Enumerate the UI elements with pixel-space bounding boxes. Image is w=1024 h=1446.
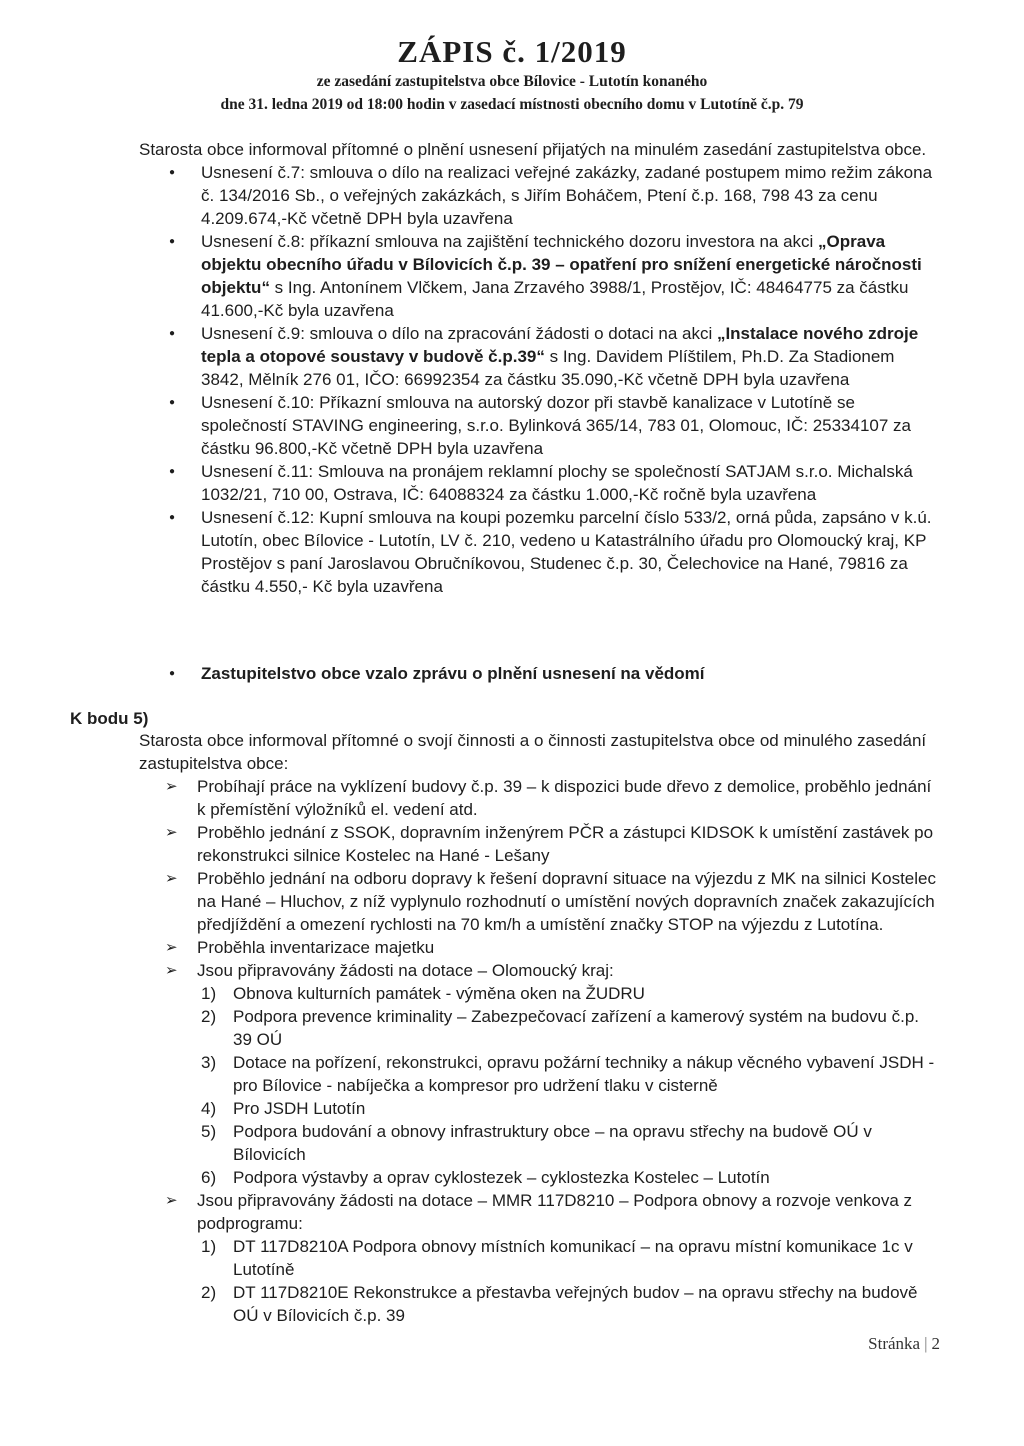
grant-item: 5) Podpora budování a obnovy infrastruktury obce – na opravu střechy na budově OÚ v Bílovicích xyxy=(201,1122,872,1164)
resolution-item: ● Usnesení č.9: smlouva o dílo na zpracování žádosti o dotaci na akci „Instalace nového zdroje tepla a otopové soustavy v budově č.p.39“ s Ing. Davidem Plíštilem, Ph.D. Za Stadionem 3842, Mělník 276 01, IČO: 66992354 za částku 35.090,-Kč včetně DPH byla uzavřena xyxy=(139,322,939,391)
activity-item: ➢ Proběhla inventarizace majetku xyxy=(139,936,939,959)
grant-item: 1) DT 117D8210A Podpora obnovy místních komunikací – na opravu místní komunikace 1c v Lutotíně xyxy=(201,1237,913,1279)
olomouc-grants-list xyxy=(197,982,939,1189)
mayor-report xyxy=(139,729,939,1327)
footer-separator: | xyxy=(924,1334,928,1353)
activity-item xyxy=(139,1189,939,1327)
grant-item: 2) DT 117D8210E Rekonstrukce a přestavba veřejných budov – na opravu střechy na budově OÚ v Bílovicích č.p. 39 xyxy=(201,1283,918,1325)
mmr-grants-heading: Jsou připravovány žádosti na dotace – MMR 117D8210 – Podpora obnovy a rozvoje venkova z podprogramu: xyxy=(197,1191,913,1233)
activity-item xyxy=(139,959,939,1189)
page-label: Stránka xyxy=(868,1334,921,1353)
activity-item: ➢ Probíhají práce na vyklízení budovy č.p. 39 – k dispozici bude dřevo z demolice, proběhlo jednání k přemístění výložníků el. vedení atd. xyxy=(139,775,939,821)
activity-list xyxy=(139,775,939,1327)
grant-item: 1) Obnova kulturních památek - výměna oken na ŽUDRU xyxy=(201,984,645,1003)
section-heading: K bodu 5) xyxy=(70,709,149,728)
resolution-item: ● Usnesení č.8: příkazní smlouva na zajištění technického dozoru investora na akci „Oprava objektu obecního úřadu v Bílovicích č.p. 39 – opatření pro snížení energetické náročnosti objektu“ s Ing. Antonínem Vlčkem, Jana Zrzavého 3988/1, Prostějov, IČ: 48464775 za částku 41.600,-Kč byla uzavřena xyxy=(139,230,939,322)
olomouc-grants-heading: Jsou připravovány žádosti na dotace – Olomoucký kraj: xyxy=(197,961,614,980)
resolutions-intro: Starosta obce informoval přítomné o plnění usnesení přijatých na minulém zasedání zastupitelstva obce. xyxy=(139,140,927,159)
resolution-item: ● Usnesení č.12: Kupní smlouva na koupi pozemku parcelní číslo 533/2, orná půda, zapsáno v k.ú. Lutotín, obec Bílovice - Lutotín, LV č. 210, vedeno u Katastrálního úřadu pro Olomoucký kraj, KP Prostějov s paní Jaroslavou Obručníkovou, Studenec č.p. 30, Čelechovice na Hané, 79816 za částku 4.550,- Kč byla uzavřena xyxy=(139,506,939,598)
page-number: 2 xyxy=(931,1334,940,1353)
activity-item: ➢ Proběhlo jednání na odboru dopravy k řešení dopravní situace na výjezdu z MK na silnici Kostelec na Hané – Hluchov, z níž vyplynulo rozhodnutí o umístění nových dopravních značek zakazujících předjíždění a omezení rychlosti na 70 km/h a umístění značky STOP na výjezdu z Lutotína. xyxy=(139,867,939,936)
resolution-item: ● Usnesení č.10: Příkazní smlouva na autorský dozor při stavbě kanalizace v Lutotíně se společností STAVING engineering, s.r.o. Bylinková 365/14, 783 01, Olomouc, IČ: 25334107 za částku 96.800,-Kč včetně DPH byla uzavřena xyxy=(139,391,939,460)
mayor-report-intro: Starosta obce informoval přítomné o svojí činnosti a o činnosti zastupitelstva obce od minulého zasedání zastupitelstva obce: xyxy=(139,731,927,773)
page-footer xyxy=(868,1334,940,1354)
meeting-date-line: dne 31. ledna 2019 od 18:00 hodin v zasedací místnosti obecního domu v Lutotíně č.p. 79 xyxy=(220,96,804,113)
activity-item: ➢ Proběhlo jednání z SSOK, dopravním inženýrem PČR a zástupci KIDSOK k umístění zastávek po rekonstrukci silnice Kostelec na Hané - Lešany xyxy=(139,821,939,867)
document-subtitle: ze zasedání zastupitelstva obce Bílovice - Lutotín konaného xyxy=(316,73,708,90)
resolutions-conclusion: ● Zastupitelstvo obce vzalo zprávu o plnění usnesení na vědomí xyxy=(139,662,939,685)
mmr-grants-list xyxy=(197,1235,939,1327)
resolutions-report xyxy=(139,138,939,598)
resolution-list xyxy=(139,161,939,598)
grant-item: 4) Pro JSDH Lutotín xyxy=(201,1099,366,1118)
document-title: ZÁPIS č. 1/2019 xyxy=(397,34,627,69)
grant-item: 6) Podpora výstavby a oprav cyklostezek – cyklostezka Kostelec – Lutotín xyxy=(201,1168,770,1187)
grant-item: 3) Dotace na pořízení, rekonstrukci, opravu požární techniky a nákup věcného vybavení JSDH - pro Bílovice - nabíječka a kompresor pro udržení tlaku v cisterně xyxy=(201,1053,935,1095)
resolution-item: ● Usnesení č.7: smlouva o dílo na realizaci veřejné zakázky, zadané postupem mimo režim zákona č. 134/2016 Sb., o veřejných zakázkách, s Jiřím Boháčem, Ptení č.p. 168, 798 43 za cenu 4.209.674,-Kč včetně DPH byla uzavřena xyxy=(139,161,939,230)
resolutions-conclusion-block xyxy=(139,662,939,685)
grant-item: 2) Podpora prevence kriminality – Zabezpečovací zařízení a kamerový systém na budovu č.p. 39 OÚ xyxy=(201,1007,920,1049)
resolution-item: ● Usnesení č.11: Smlouva na pronájem reklamní plochy se společností SATJAM s.r.o. Michalská 1032/21, 710 00, Ostrava, IČ: 64088324 za částku 1.000,-Kč ročně byla uzavřena xyxy=(139,460,939,506)
